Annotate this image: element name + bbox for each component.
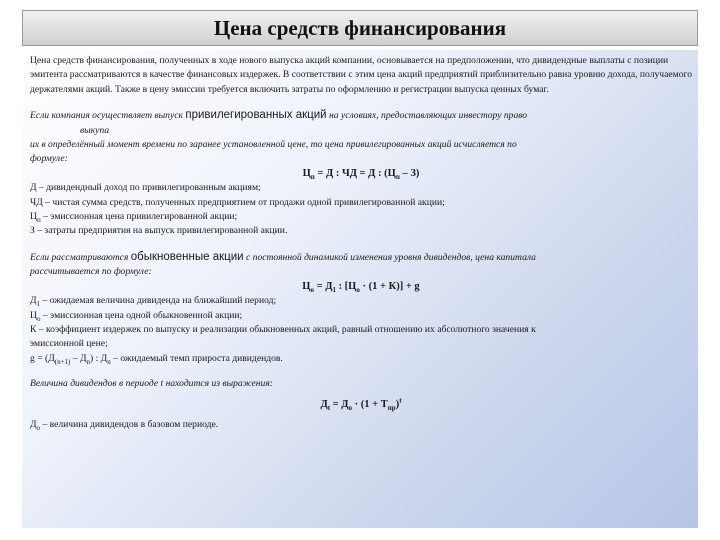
preferred-def-net-sum: ЧД – чистая сумма средств, полученных предприятием от продажи одной привилегированной акции; <box>30 196 445 208</box>
slide-title-bar <box>22 10 698 46</box>
preferred-lead-line3: формуле: <box>30 153 68 165</box>
preferred-lead-line2: их в определённый момент времени по заранее установленной цене, то цена привилегированных акций исчисляется по <box>30 139 517 151</box>
ordinary-def-g: $g = (Д_{(n+1)} - Д_n)$ : $Д_n$ – ожидаемый темп прироста дивидендов. <box>30 352 283 366</box>
ordinary-def-k-cont: эмиссионной цене; <box>30 338 108 350</box>
preferred-lead-cont: выкупа <box>80 124 110 136</box>
ordinary-lead: Если рассматриваются обыкновенные акции с постоянной динамикой изменения уровня дивидендов, цена капитала <box>30 250 536 263</box>
preferred-def-dividend: Д – дивидендный доход по привилегированным акциям; <box>30 182 261 194</box>
preferred-term: привилегированных акций <box>185 109 327 122</box>
growth-formula: $Д_t = Д_о \cdot (1 + Т_{пр})^t$ <box>320 396 402 412</box>
ordinary-def-k: К – коэффициент издержек по выпуску и реализации обыкновенных акций, равный отношению их абсолютного значения к <box>30 323 536 335</box>
preferred-def-costs: З – затраты предприятия на выпуск привилегированной акции. <box>30 225 288 237</box>
preferred-def-price: $Ц_п$ – эмиссионная цена привилегированной акции; <box>30 211 238 224</box>
ordinary-lead-line2: рассчитывается по формуле: <box>30 266 152 278</box>
ordinary-def-price: $Ц_о$ – эмиссионная цена одной обыкновенной акции; <box>30 309 243 323</box>
ordinary-formula: $Ц_о = Д_1$ : $[Ц_о \cdot (1 + К)] + g$ <box>302 280 420 294</box>
ordinary-def-d1: $Д_1$ – ожидаемая величина дивиденда на ближайший период; <box>30 295 277 308</box>
growth-def-d0: $Д_о$ – величина дивидендов в базовом периоде. <box>30 418 219 432</box>
slide-title: Цена средств финансирования <box>213 15 507 40</box>
preferred-formula: $Ц_п = Д$ : ЧД = Д : $(Ц_п - З)$ <box>302 167 420 181</box>
ordinary-term: обыкновенные акции <box>130 250 244 263</box>
growth-lead: Величина дивидендов в периоде t находится из выражения: <box>30 378 273 390</box>
slide-content <box>22 50 698 528</box>
intro-paragraph: Цена средств финансирования, полученных в ходе нового выпуска акций компании, основывается на предположении, что дивидендные выплаты с позиции эмитента рассматриваются в качестве финансовых издержек. В соответствии с этим цена акций предприятий приблизительно равна уровню дохода, получаемого держателями акций. Также в цену эмиссии требуется включить затраты по оформлению и регистрации выпуска ценных бумаг. <box>30 55 692 95</box>
preferred-lead: Если компания осуществляет выпуск привилегированных акций на условиях, предоставляющих инвестору право <box>30 109 528 122</box>
